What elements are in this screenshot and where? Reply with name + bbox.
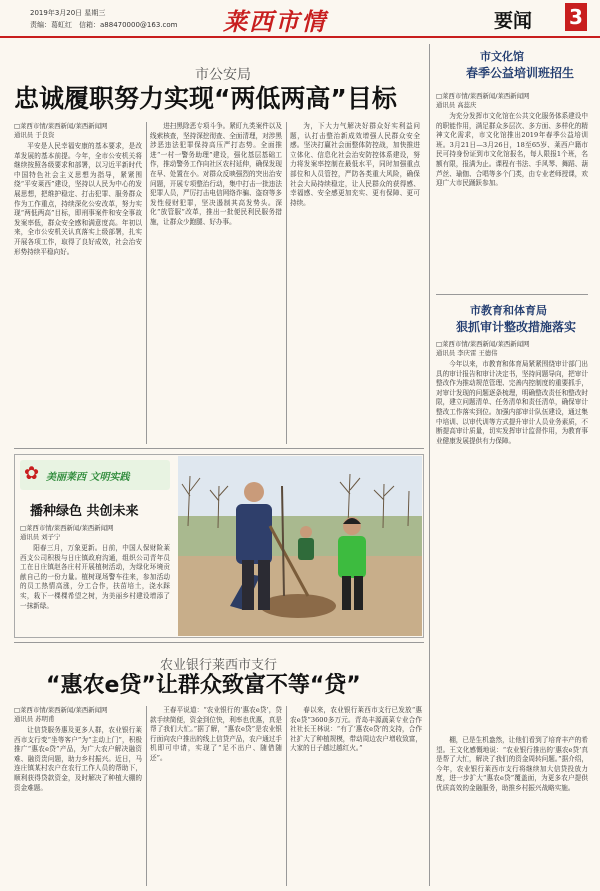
flower-icon: ✿ bbox=[24, 463, 40, 484]
audit-byline bbox=[436, 340, 586, 358]
main-byline-author: 通讯员 于良资 bbox=[14, 131, 55, 139]
sidebar-byline-author: 通讯员 高蕊庆 bbox=[436, 101, 477, 109]
main-title: 忠诚履职努力实现“两低两高”目标 bbox=[14, 84, 397, 113]
page-number: 3 bbox=[569, 5, 583, 29]
main-byline bbox=[14, 122, 130, 140]
sidebar-kicker: 市文化馆 bbox=[480, 50, 524, 63]
bank-byline-source: □莱西市情/莱西新闻/莱西新闻网 bbox=[14, 706, 108, 714]
main-col1 bbox=[14, 142, 142, 444]
header-editor: 责编：葛虹红 信箱：a88470000@163.com bbox=[30, 21, 178, 29]
divider bbox=[146, 122, 147, 444]
header-date: 2019年3月20日 星期三 bbox=[30, 9, 106, 17]
main-col3-text: 为，下大力气解决好群众好实利益问题，认打击整治新成效增强人民群众安全感。坚决打赢社会面整体防控战，加快推进立体化、信息化社会治安防控体系建设，努力将发案率控制在最低水平，同时加强重点部位和人员管控，严防各类重大风险，确保社会大局持续稳定，让人民群众的获得感、幸福感、安全感更加充实、更有保障、更可持续。 bbox=[290, 122, 420, 207]
audit-byline-author: 通讯员 李庆雷 王德伟 bbox=[436, 349, 498, 357]
main-kicker: 市公安局 bbox=[195, 67, 251, 83]
feature-tag-banner bbox=[20, 460, 170, 490]
bank-col3 bbox=[290, 706, 422, 886]
feature-byline bbox=[20, 524, 170, 542]
divider bbox=[146, 706, 147, 886]
bank-byline-author: 通讯员 苏明甫 bbox=[14, 715, 55, 723]
divider bbox=[286, 706, 287, 886]
masthead: 莱西市情 bbox=[223, 8, 327, 36]
sidebar-body bbox=[436, 112, 588, 290]
sidebar-title: 春季公益培训班招生 bbox=[466, 66, 575, 80]
divider bbox=[14, 642, 424, 643]
main-col1-text: 平安是人民幸福安康的基本要求，是改革发展的基本前提。今年，全市公安机关将继续按照各级要求和部署，以习近平新时代中国特色社会主义思想为指导，紧紧围绕“平安莱西”建设，坚持以人民为中心的发展思想，把维护稳定、打击犯罪、服务群众作为工作重点，持续深化公安改革，努力实现“两低两高”目标，即刑事案件和安全事故发案率低，群众安全感和满意度高。年初以来，全市公安机关认真落实上级部署，扎实开展各项工作，取得了良好成效，社会治安形势持续平稳向好。 bbox=[14, 142, 142, 256]
feature-tag: 美丽莱西 文明实践 bbox=[46, 472, 130, 483]
audit-byline-source: □莱西市情/莱西新闻/莱西新闻网 bbox=[436, 340, 530, 348]
audit-title: 狠抓审计整改措施落实 bbox=[456, 320, 577, 334]
main-col3 bbox=[290, 122, 420, 444]
main-col2 bbox=[150, 122, 282, 444]
tree-planting-photo bbox=[178, 456, 422, 636]
feature-byline-author: 通讯员 刘子宁 bbox=[20, 533, 61, 541]
main-col2-text: 进扫黑除恶专项斗争。紧盯九类案件以及线索核查，坚持深挖彻查、全面清理，对涉黑涉恶违法犯罪保持高压严打态势。全面推进“一村一警务助理”建设，强化基层基础工作，推动警务工作向社区农村延伸，确保发现在早、处置在小。对群众反映强烈的突出治安问题，开展专项整治行动，集中打击一批违法犯罪人员，严厉打击电信网络诈骗、盗窃等多发性侵财犯罪，坚决遏制其高发势头。深化“放管服”改革，推出一批便民利民服务措施，让群众少跑腿、好办事。 bbox=[150, 122, 282, 226]
bank-col4-text: 棚，已是生机盎然，让他们看到了培育丰产的希望。王文化感慨地说：“农业银行推出的‘惠农e贷’真是帮了大忙，解决了我们的资金周转问题。”据介绍，今年，农业银行莱西市支行将继续加大信贷投放力度，进一步扩大“惠农e贷”覆盖面，为更多农户提供优质高效的金融服务，助推乡村振兴战略实施。 bbox=[436, 736, 588, 792]
audit-kicker: 市教育和体育局 bbox=[470, 304, 547, 317]
feature-title: 播种绿色 共创未来 bbox=[30, 504, 139, 519]
feature-body-text: 阳春三月，万象更新。日前，中国人保财险莱西支公司积极与日庄镇政府沟通，组织公司青年员工在日庄镇赵各庄村开展植树活动，为绿化环境贡献自己的一份力量。植树现场警车往来，参加活动的员工热情高涨，分工合作，扶苗培土，浇水踩实，栽下一棵棵希望之树，为美丽乡村建设增添了一抹新绿。 bbox=[20, 544, 170, 610]
header-rule bbox=[0, 36, 600, 38]
feature-byline-source: □莱西市情/莱西新闻/莱西新闻网 bbox=[20, 524, 114, 532]
sidebar-byline-source: □莱西市情/莱西新闻/莱西新闻网 bbox=[436, 92, 530, 100]
section-title: 要闻 bbox=[494, 10, 533, 32]
divider bbox=[286, 122, 287, 444]
sidebar-body-text: 为充分发挥市文化馆在公共文化服务体系建设中的职能作用，满足群众多层次、多方面、多样化的精神文化需求，市文化馆推出2019年春季公益培训班。3月21日—3月26日，18至65岁、莱西户籍市民可持身份证到市文化馆报名，每人限报1个班，名额有限，报满为止。课程有书法、手风琴、舞蹈、葫芦丝、瑜伽、合唱等多个门类，由专业老师授课，欢迎广大市民踊跃参加。 bbox=[436, 112, 588, 188]
bank-col2 bbox=[150, 706, 282, 886]
header bbox=[0, 0, 600, 36]
sidebar-byline bbox=[436, 92, 586, 110]
bank-col2-text: 王春平说道：“农业银行的‘惠农e贷’，贷款手续简便，资金到位快，利率也优惠，真是帮了我们大忙。”据了解，“惠农e贷”是农业银行面向农户推出的线上信贷产品，农户通过手机即可申请，实现了“足不出户、随借随还”。 bbox=[150, 706, 282, 762]
divider bbox=[429, 730, 430, 886]
audit-body-text: 今年以来，市教育和体育局紧紧围绕审计部门出具的审计报告和审计决定书，坚持问题导向，把审计整改作为推动规范管理、完善内控制度的重要抓手，对审计发现的问题逐条梳理，明确整改责任和整改时限，建立问题清单、任务清单和责任清单，确保审计整改工作落实到位。加强内部审计队伍建设，通过集中培训、以审代训等方式提升审计人员业务素质，不断提高审计质量，切实发挥审计监督作用，为教育事业健康发展提供有力保障。 bbox=[436, 360, 588, 445]
main-byline-source: □莱西市情/莱西新闻/莱西新闻网 bbox=[14, 122, 108, 130]
bank-col1 bbox=[14, 726, 142, 886]
bank-col1-text: 让信贷服务惠及更多人群，农业银行莱西市支行变“坐等客户”为“主动上门”，积极推广“惠农e贷”产品，为广大农户解决融资难、融资贵问题，助力乡村振兴。近日，马连庄镇某村农户在农行工作人员的帮助下，顺利获得贷款资金，及时解决了种植大棚的资金难题。 bbox=[14, 726, 142, 792]
divider bbox=[429, 44, 430, 730]
divider bbox=[436, 294, 588, 295]
bank-col4 bbox=[436, 736, 588, 886]
divider bbox=[14, 448, 424, 449]
feature-body bbox=[20, 544, 170, 634]
bank-col3-text: 春以来，农业银行莱西市支行已发放“惠农e贷”3600多万元。青岛丰源蔬菜专业合作社社长王林说：“有了‘惠农e贷’的支持，合作社扩大了种植规模，带动周边农户增收致富，大家的日子越过越红火。” bbox=[290, 706, 422, 753]
audit-body bbox=[436, 360, 588, 728]
bank-title: “惠农e贷”让群众致富不等“贷” bbox=[46, 673, 361, 698]
bank-byline bbox=[14, 706, 144, 724]
bank-kicker: 农业银行莱西市支行 bbox=[160, 658, 278, 673]
page-number-badge bbox=[565, 3, 587, 31]
